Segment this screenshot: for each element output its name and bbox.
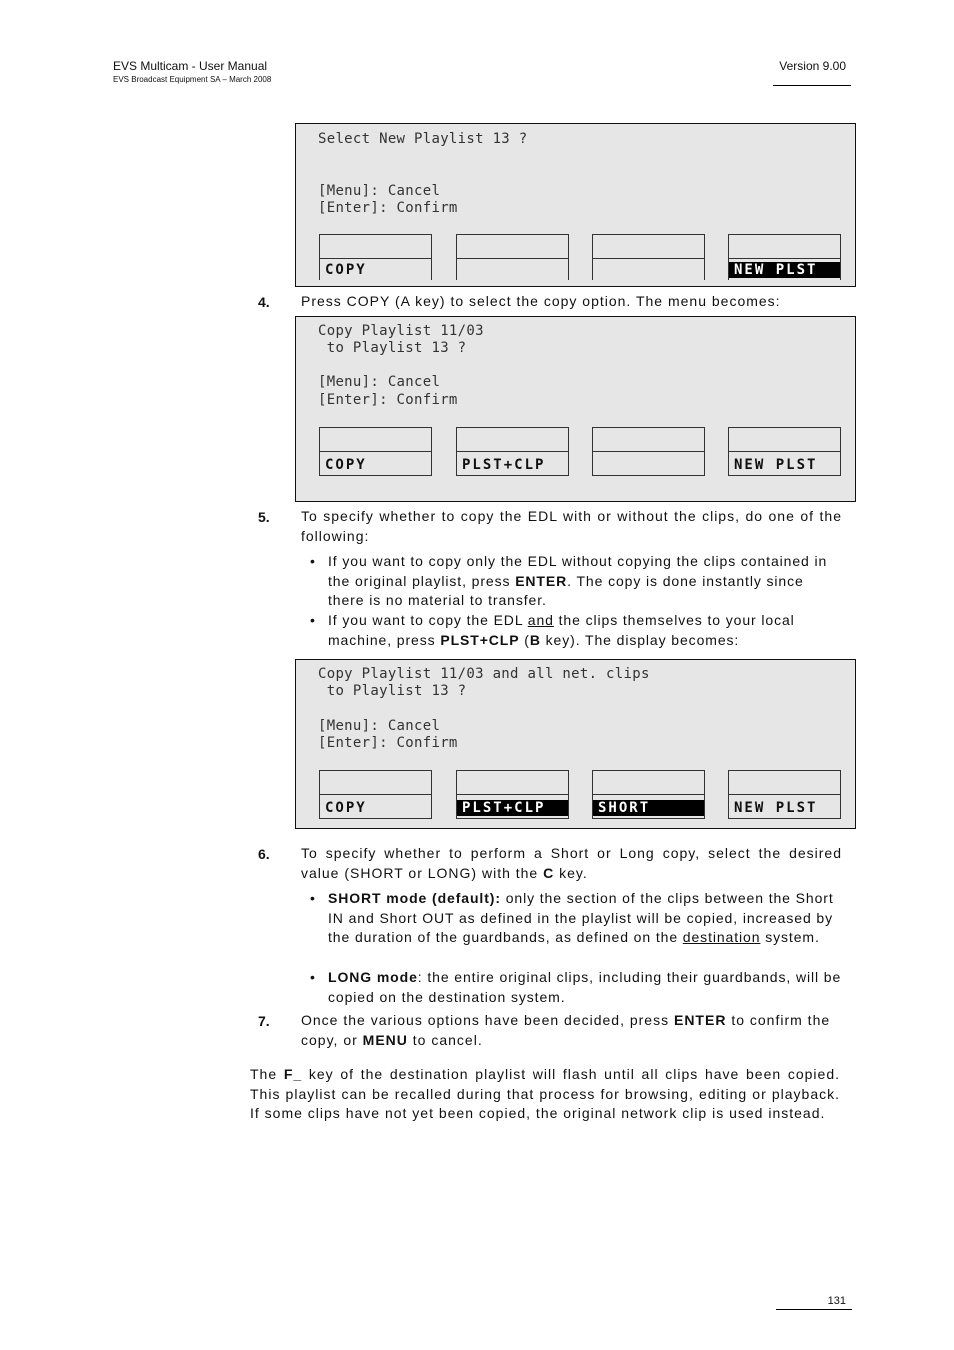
screen-line: [Enter]: Confirm (318, 392, 458, 408)
fkey-label: COPY (325, 457, 367, 473)
lcd-screen-copy-with-clips (295, 659, 856, 829)
key-ref: F_ (283, 1066, 303, 1082)
fkey-b (456, 234, 569, 280)
bullet-text: the clips themselves to your local machine, press (328, 612, 795, 648)
page-number: 131 (827, 1295, 846, 1307)
bullet-dot: • (310, 612, 315, 628)
step-text: To specify whether to copy the EDL with or without the clips, do one of the following: (301, 508, 842, 544)
fkey-b (456, 770, 569, 819)
bullet-dot: • (310, 553, 315, 569)
bullet-text: If you want to copy the EDL (328, 612, 528, 628)
bullet-item (328, 552, 842, 611)
screen-line: [Menu]: Cancel (318, 718, 441, 734)
version-label: Version 9.00 (779, 59, 846, 73)
fkey-a (319, 427, 432, 476)
screen-line: Copy Playlist 11/03 (318, 323, 484, 339)
bullet-item (328, 968, 842, 1007)
footer-rule (776, 1309, 852, 1310)
step-number: 6. (258, 846, 270, 862)
step-text-part: key. (554, 864, 588, 881)
fkey-d (728, 427, 841, 476)
step-text (301, 1011, 846, 1050)
step-text-part: Once the various options have been decided, press (301, 1012, 674, 1028)
screen-line: [Enter]: Confirm (318, 735, 458, 751)
bullet-dot: • (310, 969, 315, 985)
manual-subtitle: EVS Broadcast Equipment SA – March 2008 (113, 75, 272, 84)
key-ref: MENU (362, 1031, 408, 1048)
emphasis: destination (682, 929, 761, 945)
step-text-part: To specify whether to perform a Short or Long copy, select the desired value (SHORT or LONG) with the (301, 845, 842, 881)
bullet-text: key). The display becomes: (540, 631, 740, 648)
screen-line: Copy Playlist 11/03 and all net. clips (318, 666, 650, 682)
step-number: 4. (258, 294, 270, 310)
step-number: 7. (258, 1013, 270, 1029)
emphasis: and (527, 612, 554, 628)
key-ref: PLST+CLP (440, 631, 520, 648)
fkey-label: PLST+CLP (457, 800, 568, 816)
step-text: Press COPY (A key) to select the copy option. The menu becomes: (301, 293, 781, 309)
fkey-c (592, 427, 705, 476)
fkey-label: NEW PLST (729, 262, 840, 278)
bullet-text: ( (519, 631, 530, 648)
bullet-text: only the section of the clips between the Short IN and Short OUT as defined in the playlist will be copied, increased by the duration of the guardbands, as defined on the (328, 890, 834, 945)
key-ref: B (529, 631, 541, 648)
step-text-part: to cancel. (407, 1031, 483, 1048)
bullet-text: : the entire original clips, including their guardbands, will be copied on the destination system. (328, 969, 842, 1005)
bullet-text: . The copy is done instantly since there is no material to transfer. (328, 572, 804, 608)
fkey-d (728, 770, 841, 819)
fkey-label: COPY (325, 800, 367, 816)
lcd-screen-select-playlist (295, 123, 856, 287)
fkey-b (456, 427, 569, 476)
screen-line: [Menu]: Cancel (318, 183, 441, 199)
screen-line: to Playlist 13 ? (318, 340, 467, 356)
fkey-label: PLST+CLP (462, 457, 546, 473)
bullet-text: If you want to copy only the EDL without copying the clips contained in the original playlist, press (328, 553, 828, 589)
lcd-screen-copy-playlist (295, 316, 856, 502)
step-text (301, 844, 842, 883)
key-ref: C (543, 864, 555, 881)
fkey-label: NEW PLST (734, 800, 818, 816)
header-rule (773, 85, 851, 86)
key-ref: ENTER (673, 1012, 727, 1028)
step-text-part: to confirm the copy, or (301, 1012, 831, 1048)
screen-line: to Playlist 13 ? (318, 683, 467, 699)
screen-line: [Enter]: Confirm (318, 200, 458, 216)
paragraph-text: key of the destination playlist will flash until all clips have been copied. This playlist can be recalled during that process for browsing, editing or playback. If some clips have not yet been copied, the original network clip is used instead. (250, 1066, 841, 1121)
step-number: 5. (258, 509, 270, 525)
fkey-label: COPY (325, 262, 367, 278)
fkey-a (319, 770, 432, 819)
closing-paragraph (250, 1065, 840, 1124)
fkey-a (319, 234, 432, 280)
paragraph-text: The (250, 1066, 284, 1082)
mode-label: LONG mode (328, 969, 418, 985)
fkey-c (592, 770, 705, 819)
screen-line: Select New Playlist 13 ? (318, 131, 528, 147)
fkey-c (592, 234, 705, 280)
fkey-label: SHORT (593, 800, 704, 816)
bullet-item (328, 611, 848, 650)
manual-title: EVS Multicam - User Manual (113, 59, 268, 73)
fkey-label: NEW PLST (734, 457, 818, 473)
key-ref: ENTER (515, 572, 568, 589)
mode-label: SHORT mode (default): (328, 890, 501, 906)
fkey-d (728, 234, 841, 280)
bullet-dot: • (310, 890, 315, 906)
bullet-item (328, 889, 842, 948)
bullet-text: system. (760, 929, 820, 945)
screen-line: [Menu]: Cancel (318, 374, 441, 390)
